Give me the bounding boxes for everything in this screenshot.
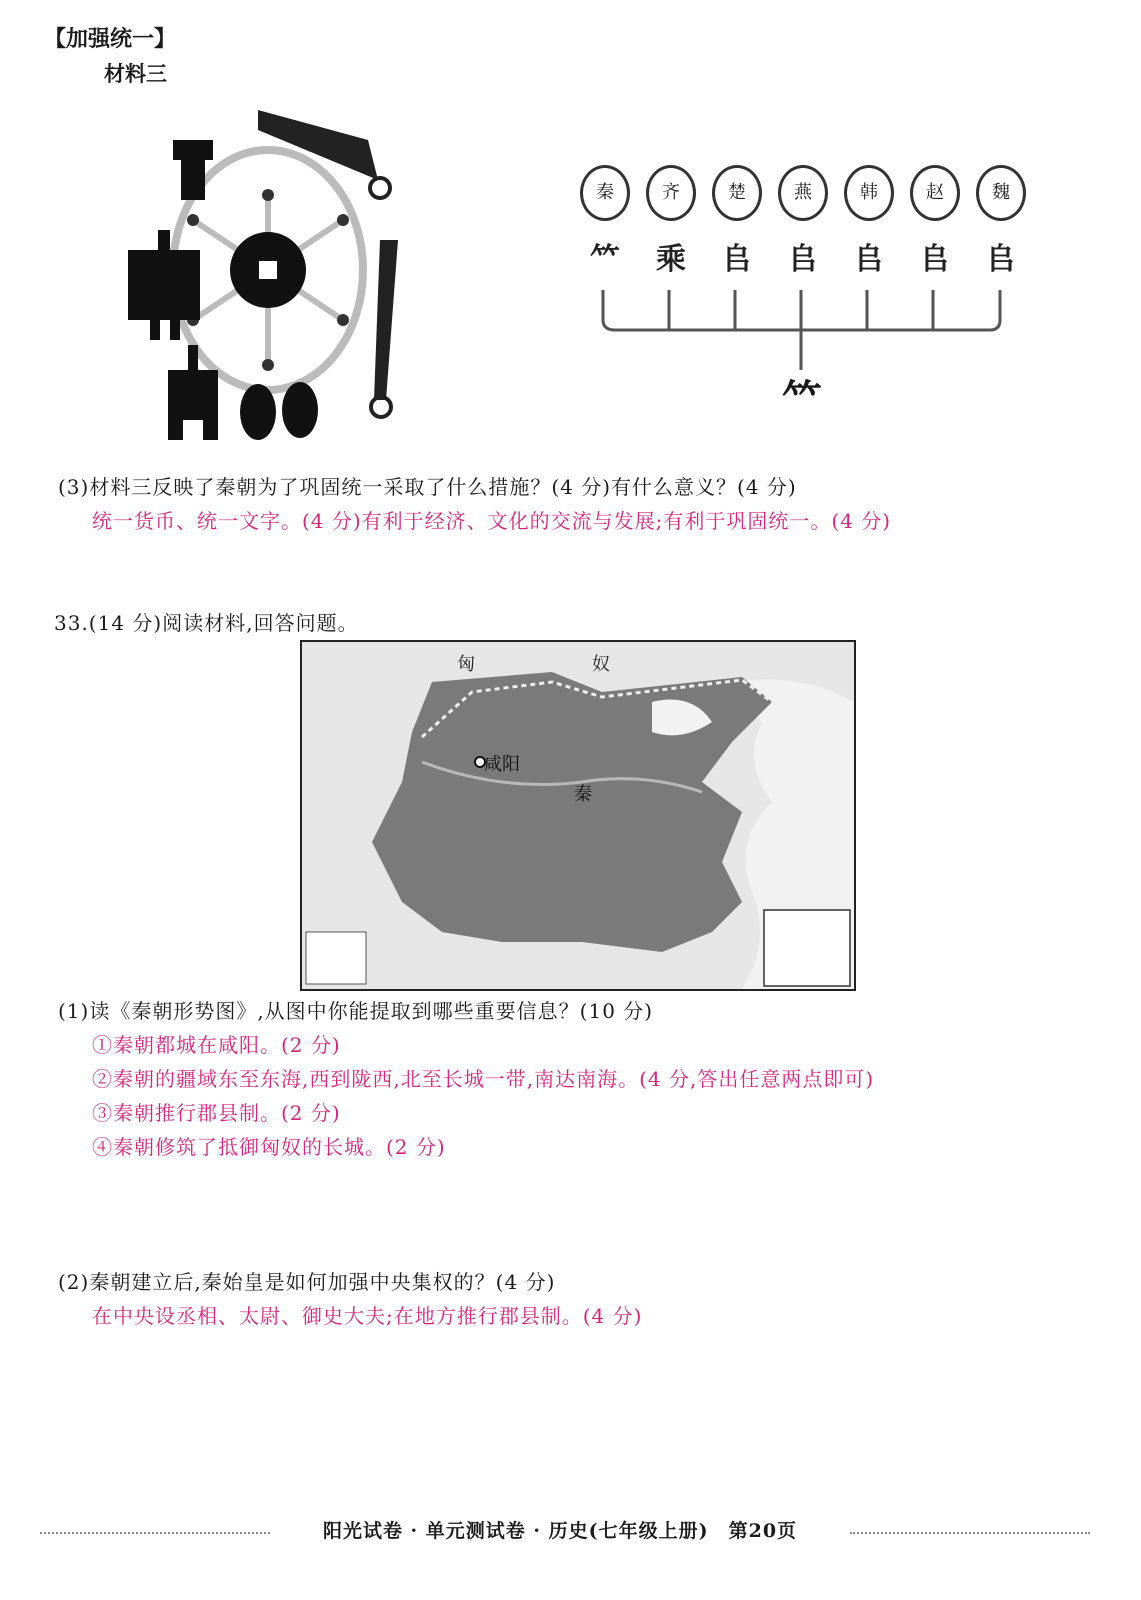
state-wei: 魏 (976, 165, 1026, 221)
glyph-han: 𠂤 (854, 242, 884, 277)
glyph-qi: 乘 (656, 242, 686, 277)
state-han: 韩 (844, 165, 894, 221)
unified-glyph: 𥫗 (782, 376, 822, 423)
state-yan: 燕 (778, 165, 828, 221)
state-zhao: 赵 (910, 165, 960, 221)
state-qin: 秦 (580, 165, 630, 221)
material-label: 材料三 (104, 62, 167, 86)
section-heading: 【加强统一】 (44, 27, 177, 52)
map-label-xianyang: 咸阳 (484, 754, 520, 775)
map-label-xiongnu-1: 匈 (457, 654, 475, 675)
script-unification-figure (570, 150, 1040, 440)
qin-territory-map (300, 640, 856, 991)
answer-33-1-a: ①秦朝都城在咸阳。(2 分) (92, 1033, 341, 1057)
question-33-title: 33.(14 分)阅读材料,回答问题。 (54, 611, 359, 635)
glyph-zhao: 𠂤 (920, 242, 950, 277)
state-row (580, 165, 1030, 215)
answer-33-1-b: ②秦朝的疆域东至东海,西到陇西,北至长城一带,南达南海。(4 分,答出任意两点即可) (92, 1067, 875, 1091)
glyph-chu: 𠂤 (722, 242, 752, 277)
answer-32-3: 统一货币、统一文字。(4 分)有利于经济、文化的交流与发展;有利于巩固统一。(4 分) (92, 509, 892, 533)
question-33-2: (2)秦朝建立后,秦始皇是如何加强中央集权的？(4 分) (58, 1270, 556, 1294)
state-qi: 齐 (646, 165, 696, 221)
map-label-qin: 秦 (574, 784, 592, 805)
state-chu: 楚 (712, 165, 762, 221)
question-33-1: (1)读《秦朝形势图》,从图中你能提取到哪些重要信息？(10 分) (58, 999, 654, 1023)
answer-33-1-d: ④秦朝修筑了抵御匈奴的长城。(2 分) (92, 1135, 446, 1159)
footer-rule-left (40, 1532, 270, 1534)
connector-lines (570, 280, 1040, 380)
coin-unification-figure (118, 100, 418, 445)
answer-33-2: 在中央设丞相、太尉、御史大夫;在地方推行郡县制。(4 分) (92, 1304, 643, 1328)
glyph-yan: 𠂤 (788, 242, 818, 277)
footer-rule-right (850, 1532, 1090, 1534)
page-footer: 阳光试卷 · 单元测试卷 · 历史(七年级上册) 第20页 (322, 1520, 798, 1542)
glyph-wei: 𠂤 (986, 242, 1016, 277)
question-32-3: (3)材料三反映了秦朝为了巩固统一采取了什么措施？(4 分)有什么意义？(4 分) (58, 475, 797, 499)
glyph-qin: 𥫗 (590, 242, 620, 277)
map-label-xiongnu-2: 奴 (592, 654, 610, 675)
coin-figure-svg (118, 100, 418, 445)
map-svg (302, 642, 854, 989)
answer-33-1-c: ③秦朝推行郡县制。(2 分) (92, 1101, 341, 1125)
